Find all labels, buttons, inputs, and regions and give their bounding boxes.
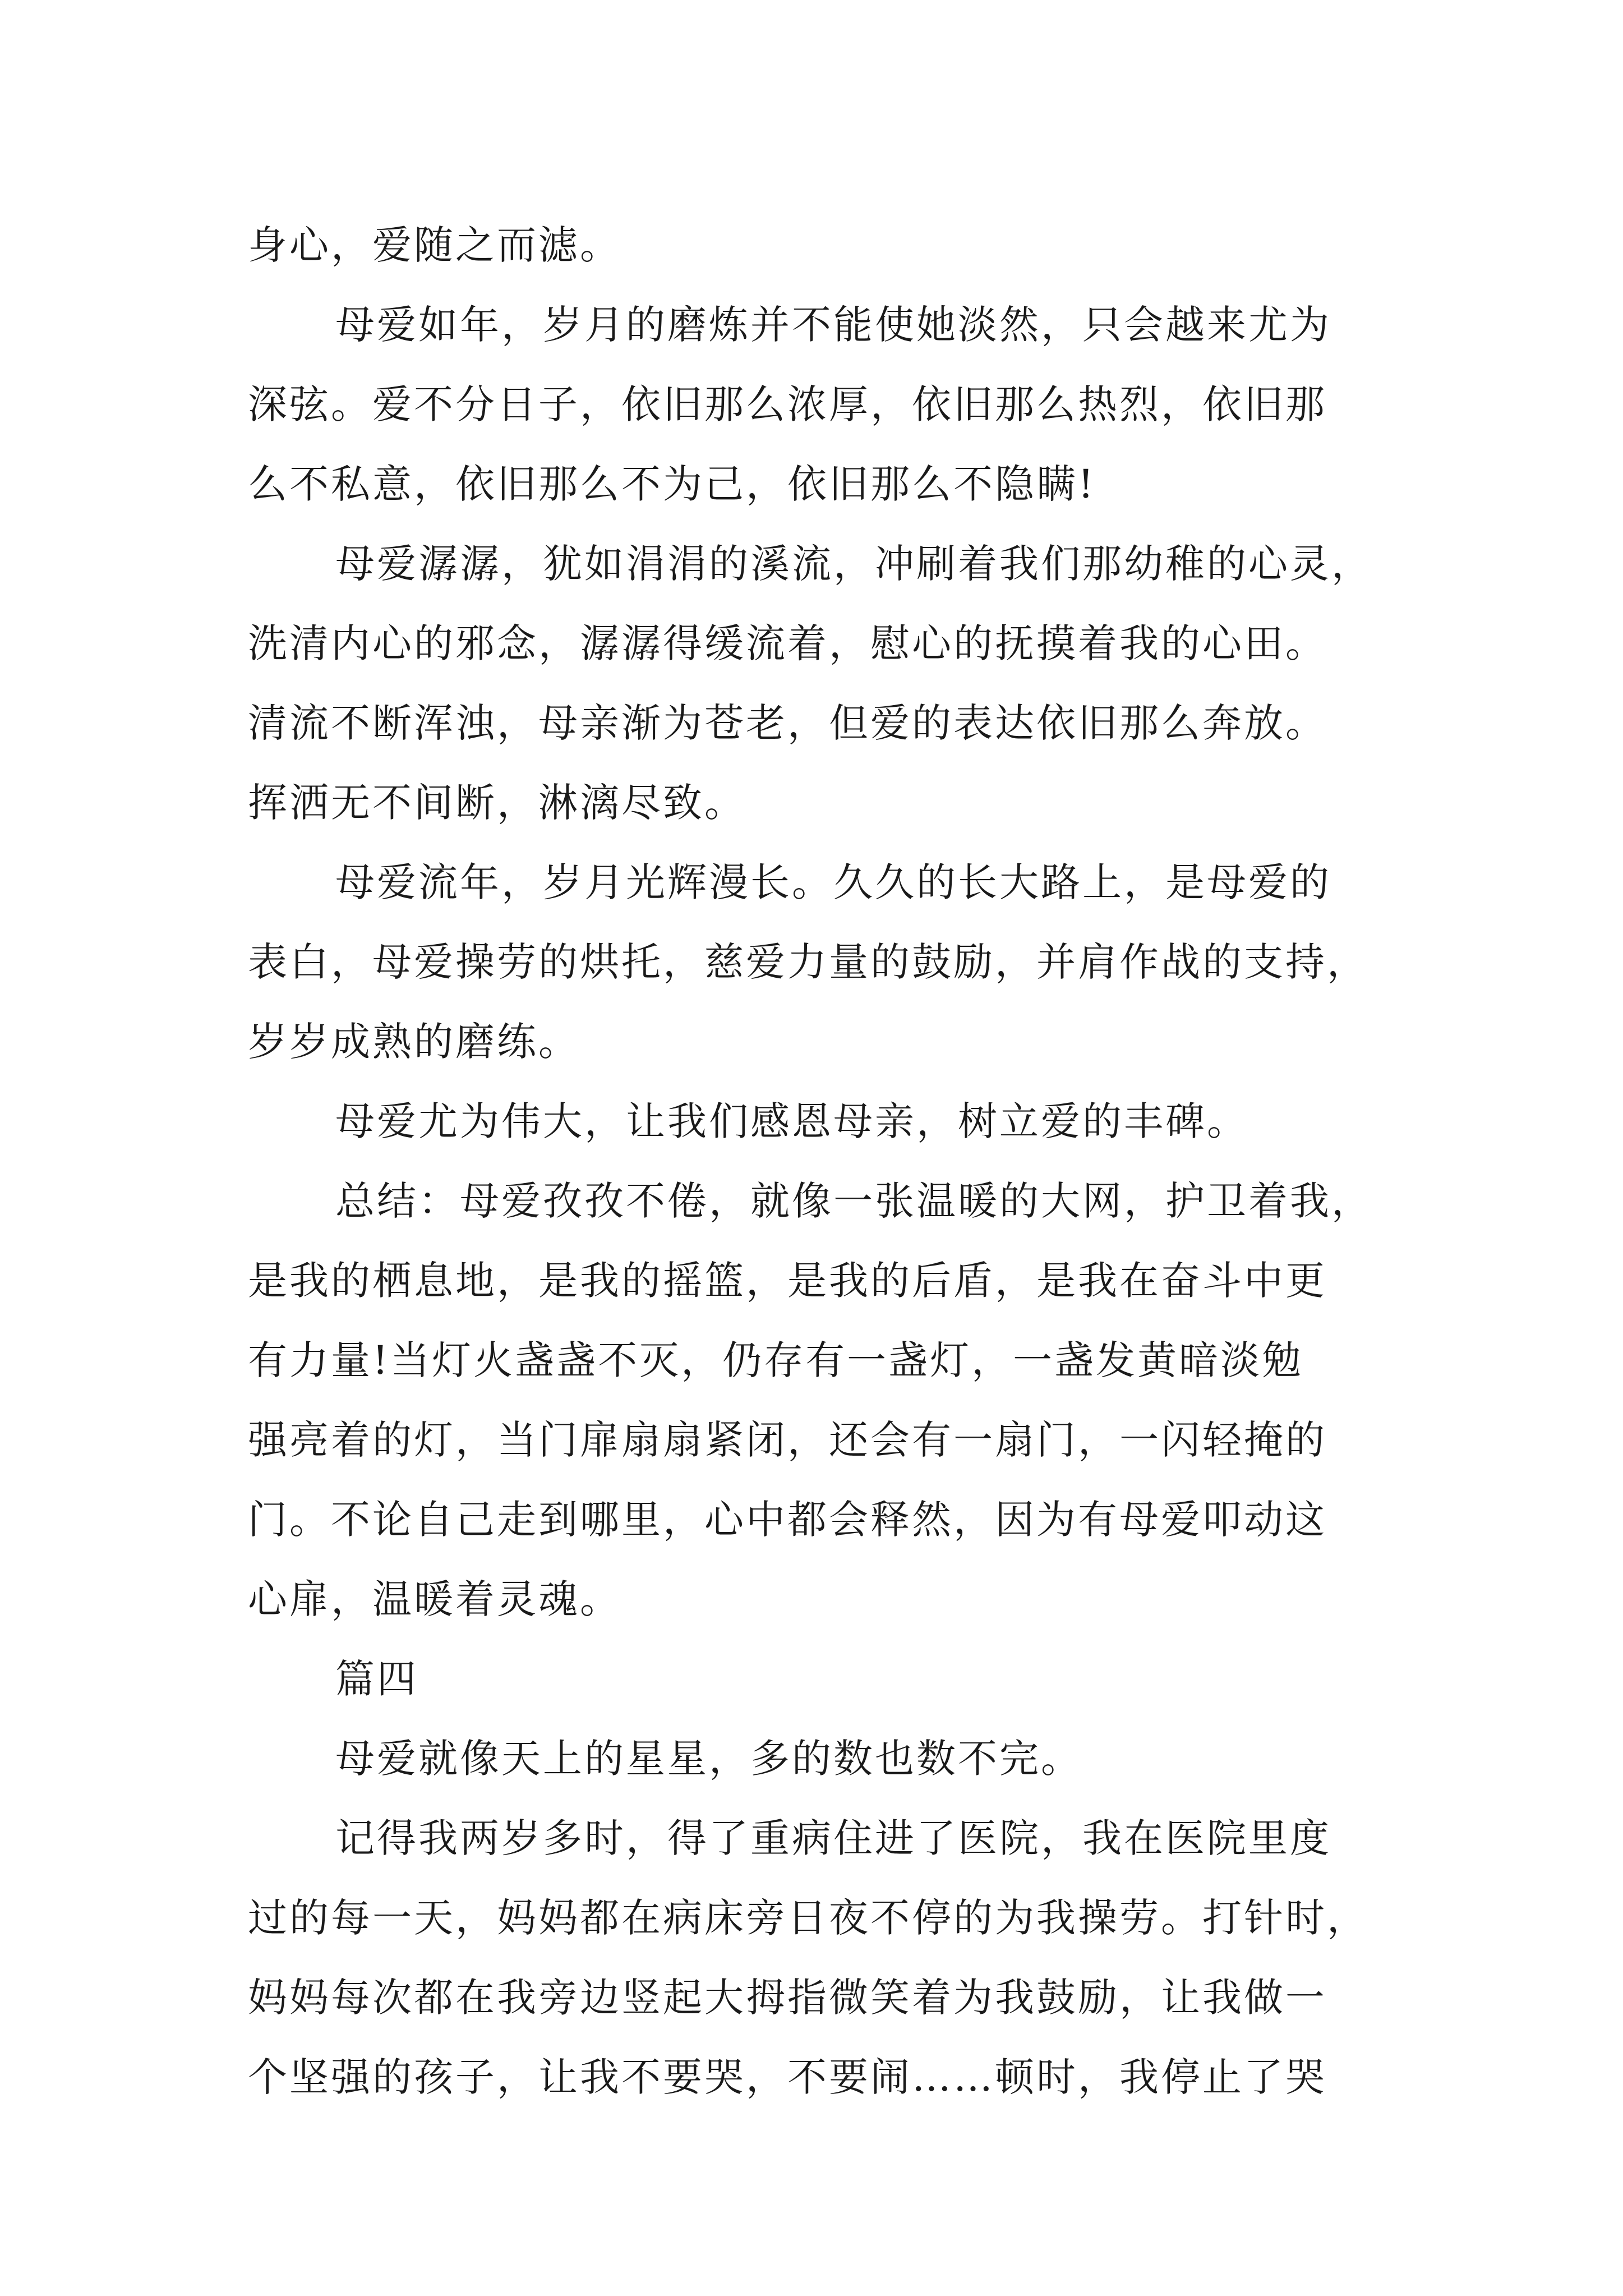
text-line: 表白，母爱操劳的烘托，慈爱力量的鼓励，并肩作战的支持， (248, 939, 1368, 985)
text-line: 岁岁成熟的磨练。 (248, 1019, 580, 1065)
paragraph-first-line: 记得我两岁多时，得了重病住进了医院，我在医院里度 (335, 1815, 1331, 1861)
text-line: 清流不断浑浊，母亲渐为苍老，但爱的表达依旧那么奔放。 (248, 700, 1327, 746)
paragraph-first-line: 母爱潺潺，犹如涓涓的溪流，冲刷着我们那幼稚的心灵， (335, 541, 1373, 587)
paragraph-first-line: 母爱尤为伟大，让我们感恩母亲，树立爱的丰碑。 (335, 1098, 1248, 1144)
text-line: 么不私意，依旧那么不为己，依旧那么不隐瞒! (248, 461, 1096, 507)
text-line: 有力量!当灯火盏盏不灭，仍存有一盏灯，一盏发黄暗淡勉 (248, 1337, 1304, 1383)
text-line: 洗清内心的邪念，潺潺得缓流着，慰心的抚摸着我的心田。 (248, 620, 1327, 666)
paragraph-first-line: 母爱如年，岁月的磨炼并不能使她淡然，只会越来尤为 (335, 302, 1331, 348)
text-line: 身心，爱随之而滤。 (248, 222, 621, 268)
text-line: 过的每一天，妈妈都在病床旁日夜不停的为我操劳。打针时， (248, 1895, 1368, 1941)
paragraph-first-line: 母爱就像天上的星星，多的数也数不完。 (335, 1736, 1082, 1782)
text-line: 是我的栖息地，是我的摇篮，是我的后盾，是我在奋斗中更 (248, 1258, 1327, 1304)
text-line: 挥洒无不间断，淋漓尽致。 (248, 780, 746, 826)
paragraph-first-line: 母爱流年，岁月光辉漫长。久久的长大路上，是母爱的 (335, 859, 1331, 905)
paragraph-first-line: 篇四 (335, 1656, 418, 1702)
paragraph-first-line: 总结：母爱孜孜不倦，就像一张温暖的大网，护卫着我， (335, 1178, 1373, 1224)
text-line: 门。不论自己走到哪里，心中都会释然，因为有母爱叩动这 (248, 1497, 1327, 1543)
text-line: 妈妈每次都在我旁边竖起大拇指微笑着为我鼓励，让我做一 (248, 1975, 1327, 2021)
text-line: 个坚强的孩子，让我不要哭，不要闹……顿时，我停止了哭 (248, 2054, 1327, 2100)
body-text (248, 205, 1386, 2117)
text-line: 深弦。爱不分日子，依旧那么浓厚，依旧那么热烈，依旧那 (248, 381, 1327, 427)
text-line: 强亮着的灯，当门扉扇扇紧闭，还会有一扇门，一闪轻掩的 (248, 1417, 1327, 1463)
text-line: 心扉，温暖着灵魂。 (248, 1576, 621, 1622)
